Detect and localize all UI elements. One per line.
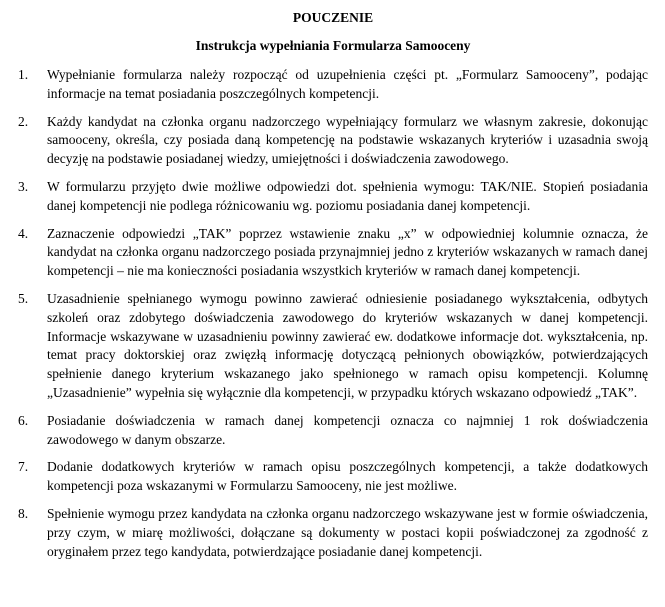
item-text: W formularzu przyjęto dwie możliwe odpowiedzi dot. spełnienia wymogu: TAK/NIE. Stopień posiadania danej kompetencji nie podlega różnicowaniu wg. poziomu posiadania danej kompetencji.	[47, 178, 648, 213]
item-number: 7.	[18, 459, 29, 475]
item-text: Wypełnianie formularza należy rozpocząć od uzupełnienia części pt. „Formularz Samooceny”, podając informacje na temat posiadania poszczególnych kompetencji.	[47, 67, 648, 101]
item-number: 6.	[18, 412, 29, 428]
list-item	[18, 178, 648, 216]
list-item	[18, 66, 648, 104]
list-item	[18, 290, 648, 403]
list-item	[18, 225, 648, 281]
item-number: 5.	[18, 290, 29, 306]
list-item	[18, 458, 648, 496]
item-text: Posiadanie doświadczenia w ramach danej kompetencji oznacza co najmniej 1 rok doświadczenia zawodowego w danym obszarze.	[47, 412, 648, 447]
list-item	[18, 505, 648, 561]
item-number: 1.	[18, 67, 29, 82]
item-number: 8.	[18, 505, 29, 521]
item-number: 2.	[18, 113, 29, 129]
page-title: POUCZENIE	[292, 10, 374, 25]
item-text: Dodanie dodatkowych kryteriów w ramach opisu poszczególnych kompetencji, a także dodatkowych kompetencji poza wskazanymi w Formularzu Samooceny, nie jest możliwe.	[47, 459, 648, 494]
page-subtitle: Instrukcja wypełniania Formularza Samooceny	[195, 38, 471, 53]
list-item	[18, 412, 648, 450]
item-text: Każdy kandydat na członka organu nadzorczego wypełniający formularz we własnym zakresie, dokonując samooceny, określa, czy posiada daną kompetencję na podstawie wskazanych kryteriów i uzasadnia swoją decyzję na podstawie posiadanej wiedzy, umiejętności i doświadczenia zawodowego.	[47, 113, 648, 167]
item-text: Zaznaczenie odpowiedzi „TAK” poprzez wstawienie znaku „x” w odpowiedniej kolumnie oznacza, że kandydat na członka organu nadzorczego posiada przynajmniej jedno z kryteriów wskazanych w ramach danej kompetencji – nie ma konieczności posiadania wszystkich kryteriów w ramach danej kompetencji.	[47, 225, 648, 279]
instruction-list	[18, 66, 648, 561]
list-item	[18, 113, 648, 169]
item-number: 4.	[18, 225, 29, 241]
item-number: 3.	[18, 178, 29, 194]
item-text: Spełnienie wymogu przez kandydata na członka organu nadzorczego wskazywane jest w formie oświadczenia, przy czym, w miarę możliwości, dołączane są dokumenty w postaci kopii poświadczonej za zgodność z oryginałem przez tego kandydata, potwierdzające posiadanie danej kompetencji.	[47, 505, 648, 559]
item-text: Uzasadnienie spełnianego wymogu powinno zawierać odniesienie posiadanego wykształcenia, odbytych szkoleń oraz zdobytego doświadczenia zawodowego do kryteriów wskazanych w danej kompetencji. Informacje wskazywane w uzasadnieniu powinny zawierać ew. dodatkowe informacje dot. wykształcenia, np. temat pracy doktorskiej oraz zwięzłą informację dotyczącą pełnionych obowiązków, potwierdzających spełnienie danego kryterium wskazanego jako spełnionego w ramach opisu kompetencji. Kolumnę „Uzasadnienie” wypełnia się wyłącznie dla kompetencji, w przypadku których wskazano odpowiedź „TAK”.	[47, 290, 648, 400]
